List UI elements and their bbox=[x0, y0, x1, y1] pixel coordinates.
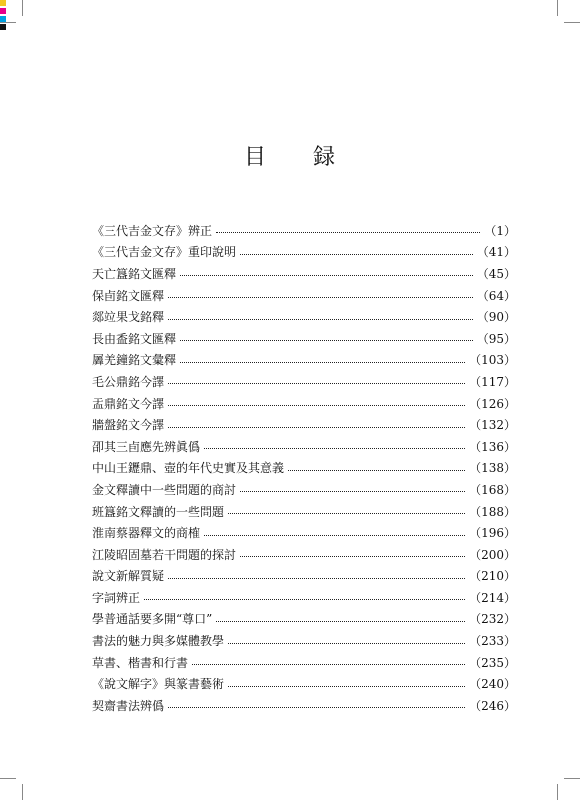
toc-entry-page-number: （210） bbox=[469, 569, 516, 584]
toc-entry-title: 江陵昭固墓若干問題的探討 bbox=[92, 547, 237, 562]
toc-leader-dots bbox=[180, 340, 473, 341]
toc-entry[interactable] bbox=[92, 436, 516, 458]
toc-entry[interactable] bbox=[92, 695, 516, 717]
toc-entry-page-number: （138） bbox=[469, 461, 516, 476]
crop-mark-bottom-left-v bbox=[22, 784, 23, 800]
toc-entry-title: 說文新解質疑 bbox=[92, 569, 165, 584]
toc-entry[interactable] bbox=[92, 263, 516, 285]
registration-marks bbox=[0, 0, 6, 48]
toc-entry-page-number: （103） bbox=[469, 353, 516, 368]
reg-swatch-magenta bbox=[0, 8, 6, 14]
toc-entry[interactable] bbox=[92, 630, 516, 652]
toc-leader-dots bbox=[216, 232, 480, 233]
toc-entry[interactable] bbox=[92, 350, 516, 372]
toc-entry-page-number: （235） bbox=[469, 655, 516, 670]
toc-leader-dots bbox=[144, 599, 465, 600]
toc-leader-dots bbox=[180, 275, 473, 276]
toc-leader-dots bbox=[228, 513, 465, 514]
toc-entry-page-number: （214） bbox=[469, 590, 516, 605]
toc-leader-dots bbox=[168, 707, 465, 708]
toc-entry-title: 《說文解字》與篆書藝術 bbox=[92, 677, 225, 692]
crop-mark-top-left-h bbox=[0, 22, 16, 23]
crop-mark-top-left-v bbox=[22, 0, 23, 16]
toc-entry-title: 《三代吉金文存》重印說明 bbox=[92, 245, 237, 260]
toc-entry-title: 牆盤銘文今譯 bbox=[92, 418, 165, 433]
toc-entry-title: 卲其三卣應先辨眞僞 bbox=[92, 439, 201, 454]
toc-leader-dots bbox=[168, 297, 473, 298]
crop-mark-bottom-right-v bbox=[557, 784, 558, 800]
toc-entry[interactable] bbox=[92, 566, 516, 588]
toc-leader-dots bbox=[240, 556, 465, 557]
toc-entry-title: 金文釋讀中一些問題的商討 bbox=[92, 482, 237, 497]
toc-leader-dots bbox=[168, 319, 473, 320]
toc-leader-dots bbox=[204, 535, 465, 536]
toc-leader-dots bbox=[240, 491, 465, 492]
toc-entry-title: 中山王䥶鼎、壺的年代史實及其意義 bbox=[92, 461, 285, 476]
toc-entry-title: 毛公鼎銘今譯 bbox=[92, 374, 165, 389]
toc-entry-page-number: （1） bbox=[484, 223, 516, 238]
toc-entry-title: 羼羌鐘銘文彙釋 bbox=[92, 353, 177, 368]
toc-entry-page-number: （188） bbox=[469, 504, 516, 519]
toc-leader-dots bbox=[228, 643, 465, 644]
page-title bbox=[0, 140, 580, 171]
crop-mark-bottom-right-h bbox=[564, 778, 580, 779]
toc-entry[interactable] bbox=[92, 673, 516, 695]
reg-swatch-yellow bbox=[0, 0, 6, 6]
toc-entry[interactable] bbox=[92, 652, 516, 674]
toc-entry[interactable] bbox=[92, 285, 516, 307]
toc-entry-title: 書法的魅力與多媒體教學 bbox=[92, 634, 225, 649]
toc-leader-dots bbox=[168, 383, 465, 384]
crop-mark-top-right-v bbox=[557, 0, 558, 16]
toc-leader-dots bbox=[168, 427, 465, 428]
toc-entry-page-number: （45） bbox=[476, 266, 516, 281]
toc-entry-page-number: （64） bbox=[476, 288, 516, 303]
toc-leader-dots bbox=[180, 362, 465, 363]
toc-entry[interactable] bbox=[92, 306, 516, 328]
toc-leader-dots bbox=[240, 254, 473, 255]
toc-entry[interactable] bbox=[92, 587, 516, 609]
toc-entry[interactable] bbox=[92, 328, 516, 350]
toc-leader-dots bbox=[216, 621, 465, 622]
toc-entry[interactable] bbox=[92, 414, 516, 436]
table-of-contents bbox=[92, 220, 516, 717]
toc-leader-dots bbox=[204, 448, 465, 449]
toc-entry[interactable] bbox=[92, 220, 516, 242]
toc-entry[interactable] bbox=[92, 458, 516, 480]
crop-mark-bottom-left-h bbox=[0, 778, 16, 779]
toc-entry-title: 班簋銘文釋讀的一些問題 bbox=[92, 504, 225, 519]
toc-leader-dots bbox=[228, 686, 465, 687]
toc-entry-title: 長由盉銘文匯釋 bbox=[92, 331, 177, 346]
toc-entry-title: 郯竝果戈銘釋 bbox=[92, 310, 165, 325]
toc-entry[interactable] bbox=[92, 544, 516, 566]
toc-entry-page-number: （200） bbox=[469, 547, 516, 562]
toc-entry-page-number: （240） bbox=[469, 677, 516, 692]
toc-entry[interactable] bbox=[92, 479, 516, 501]
toc-entry-title: 天亡簋銘文匯釋 bbox=[92, 266, 177, 281]
toc-entry-title: 草書、楷書和行書 bbox=[92, 655, 189, 670]
toc-entry-page-number: （132） bbox=[469, 418, 516, 433]
toc-entry[interactable] bbox=[92, 242, 516, 264]
toc-entry-title: 淮南蔡器釋文的商榷 bbox=[92, 526, 201, 541]
toc-leader-dots bbox=[168, 578, 465, 579]
toc-entry-page-number: （90） bbox=[476, 310, 516, 325]
toc-entry-page-number: （196） bbox=[469, 526, 516, 541]
toc-entry-title: 契齋書法辨僞 bbox=[92, 698, 165, 713]
toc-entry-page-number: （168） bbox=[469, 482, 516, 497]
toc-entry-title: 字詞辨正 bbox=[92, 590, 141, 605]
toc-entry-title: 學普通話要多開“尊口” bbox=[92, 612, 213, 627]
toc-entry-page-number: （126） bbox=[469, 396, 516, 411]
page-title-part2: 録 bbox=[313, 145, 337, 170]
toc-entry-page-number: （136） bbox=[469, 439, 516, 454]
toc-entry-title: 《三代吉金文存》辨正 bbox=[92, 223, 213, 238]
toc-entry-page-number: （233） bbox=[469, 634, 516, 649]
page-title-part1: 目 bbox=[243, 145, 267, 170]
toc-entry-title: 保卣銘文匯釋 bbox=[92, 288, 165, 303]
toc-entry[interactable] bbox=[92, 609, 516, 631]
toc-leader-dots bbox=[288, 470, 465, 471]
toc-entry-page-number: （117） bbox=[469, 374, 516, 389]
toc-entry-page-number: （95） bbox=[476, 331, 516, 346]
toc-entry-page-number: （41） bbox=[476, 245, 516, 260]
toc-entry[interactable] bbox=[92, 501, 516, 523]
toc-entry-page-number: （232） bbox=[469, 612, 516, 627]
toc-leader-dots bbox=[192, 664, 465, 665]
toc-leader-dots bbox=[168, 405, 465, 406]
toc-entry-page-number: （246） bbox=[469, 698, 516, 713]
toc-entry[interactable] bbox=[92, 522, 516, 544]
toc-entry[interactable] bbox=[92, 393, 516, 415]
crop-mark-top-right-h bbox=[564, 22, 580, 23]
toc-entry-title: 盂鼎銘文今譯 bbox=[92, 396, 165, 411]
toc-entry[interactable] bbox=[92, 371, 516, 393]
reg-swatch-black bbox=[0, 24, 6, 30]
